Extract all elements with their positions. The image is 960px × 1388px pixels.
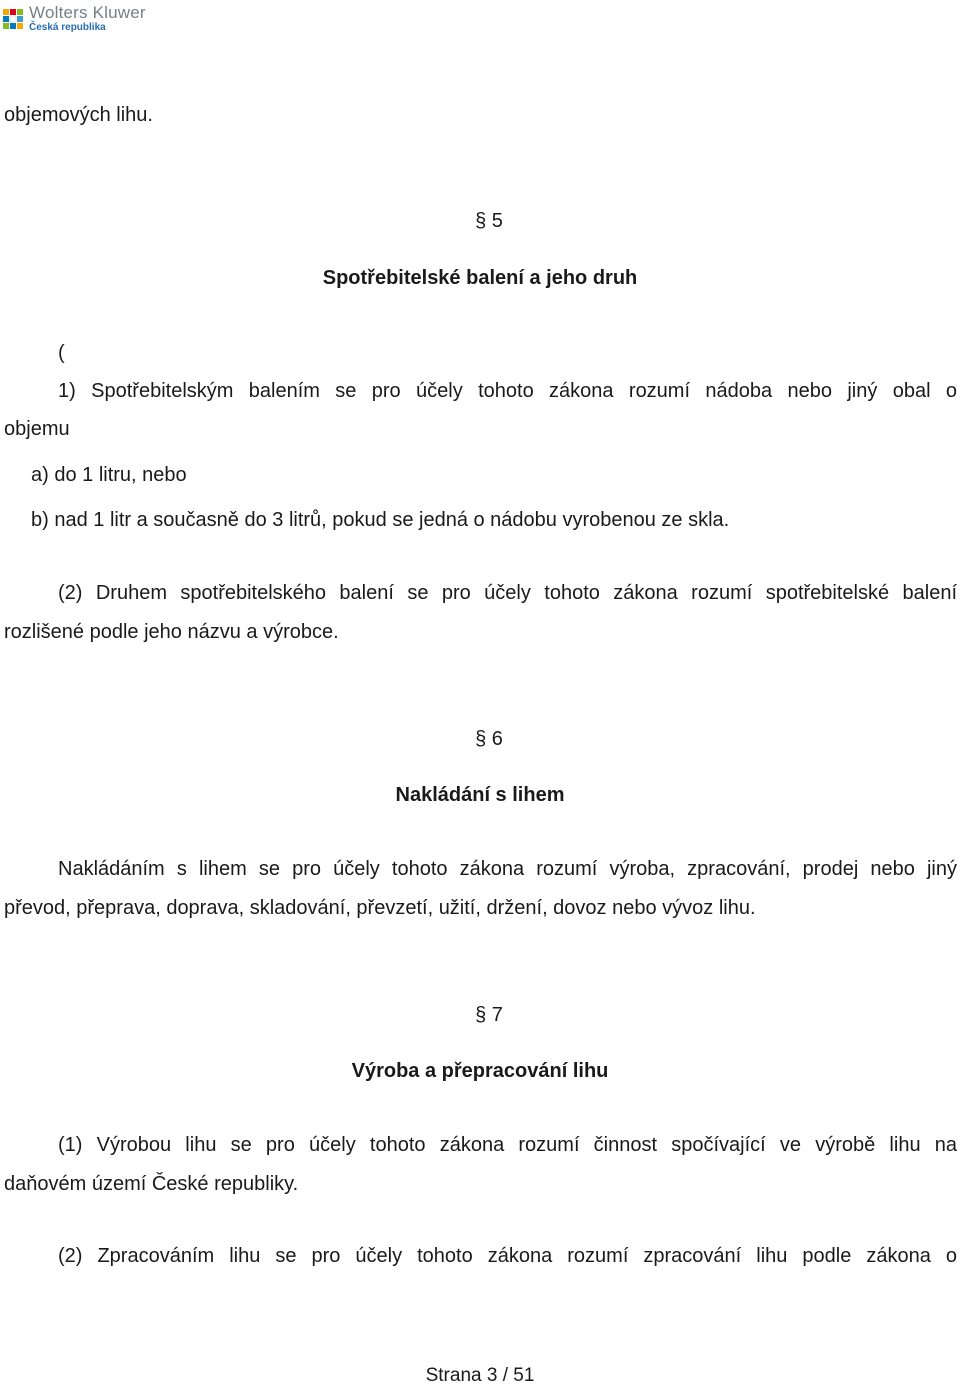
text-line: daňovém území České republiky. <box>4 1173 299 1195</box>
section-number: § 6 <box>475 728 503 750</box>
text-line: převod, přeprava, doprava, skladování, převzetí, užití, držení, dovoz nebo vývoz lihu. <box>4 897 756 919</box>
text-line: (1) Výrobou lihu se pro účely tohoto zákona rozumí činnost spočívající ve výrobě lihu na <box>58 1134 957 1156</box>
text-line: ( <box>58 342 65 364</box>
text-line: Nakládáním s lihem se pro účely tohoto zákona rozumí výroba, zpracování, prodej nebo jiný <box>58 858 957 880</box>
section-title: Výroba a přepracování lihu <box>351 1060 609 1082</box>
brand-name: Wolters Kluwer <box>29 3 146 22</box>
brand-subtitle: Česká republika <box>29 22 106 33</box>
section-title: Spotřebitelské balení a jeho druh <box>322 267 638 289</box>
text-line: (2) Zpracováním lihu se pro účely tohoto zákona rozumí zpracování lihu podle zákona o <box>58 1245 957 1267</box>
text-line: rozlišené podle jeho názvu a výrobce. <box>4 621 339 643</box>
section-title: Nakládání s lihem <box>395 784 565 806</box>
text-line: (2) Druhem spotřebitelského balení se pro účely tohoto zákona rozumí spotřebitelské balení <box>58 582 957 604</box>
text-line: objemu <box>4 418 70 440</box>
list-item: b) nad 1 litr a současně do 3 litrů, pokud se jedná o nádobu vyrobenou ze skla. <box>31 509 730 531</box>
section-number: § 5 <box>475 210 503 232</box>
wolters-kluwer-logo-icon <box>2 8 24 30</box>
text-line: 1) Spotřebitelským balením se pro účely tohoto zákona rozumí nádoba nebo jiný obal o <box>58 380 957 402</box>
list-item: a) do 1 litru, nebo <box>31 464 187 486</box>
section-number: § 7 <box>475 1004 503 1026</box>
page-number: Strana 3 / 51 <box>425 1365 535 1386</box>
text-line: objemových lihu. <box>4 104 153 126</box>
wolters-kluwer-logo <box>2 4 146 33</box>
